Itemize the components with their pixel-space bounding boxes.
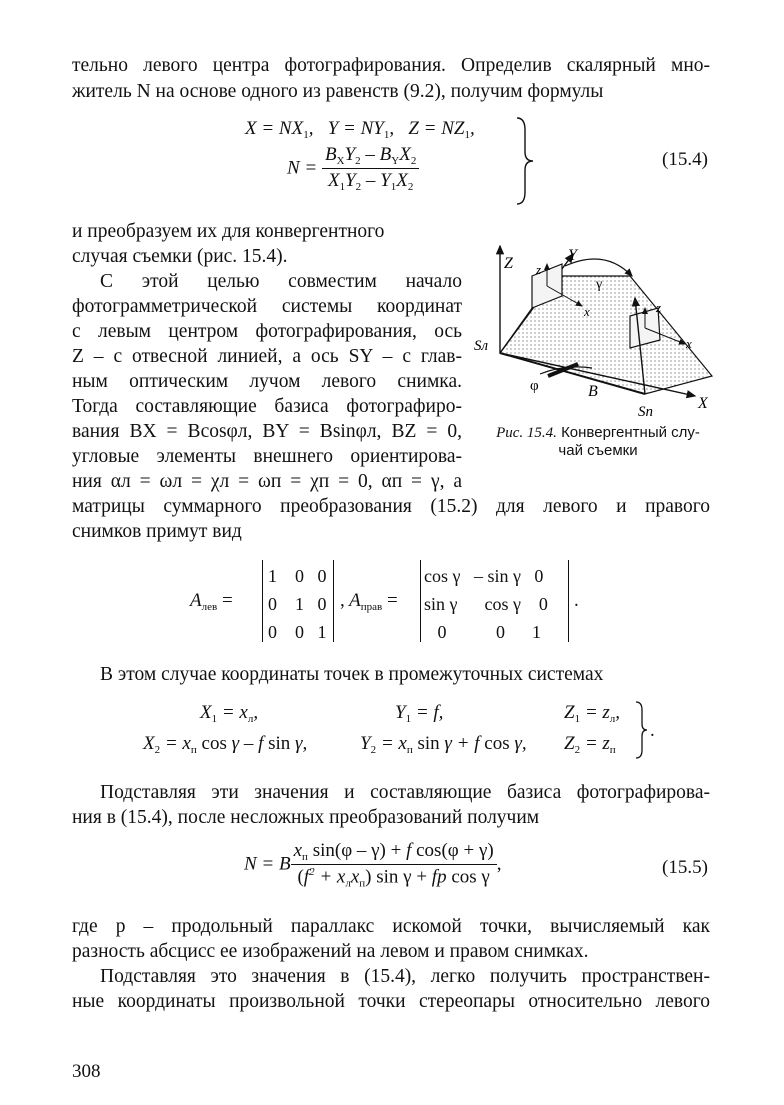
caption-prefix: Рис. 15.4.	[496, 425, 557, 441]
formula-z2: $Z_2 = z_п$	[564, 733, 616, 756]
text-line: С этой целью совместим начало	[100, 271, 462, 292]
text-line: случая съемки (рис. 15.4).	[72, 246, 288, 267]
text-line: ным оптическим лучом левого снимка.	[72, 371, 462, 392]
text-line: матрицы суммарного преобразования (15.2) для левого и правого	[72, 496, 710, 517]
label-Y: Y	[568, 247, 577, 264]
matrix-right-label: , $A_{прав}$ =	[340, 590, 398, 613]
text-line: В этом случае координаты точек в промежуточных системах	[100, 664, 604, 685]
label-S-right: Sп	[638, 404, 653, 420]
text-line: Подставляя эти значения и составляющие базиса фотографирова-	[100, 782, 710, 803]
label-z-left: z	[536, 262, 542, 277]
formula-period: .	[650, 720, 655, 741]
label-phi: φ	[530, 378, 539, 394]
brace-right	[513, 116, 537, 206]
text-line: угловые элементы внешнего ориентирова-	[72, 446, 462, 467]
matrix-left: 1 0 0 0 1 0 0 0 1	[268, 566, 327, 642]
formula-xyz: $X = NX_1$, $Y = NY_1$, $Z = NZ_1$,	[245, 118, 475, 141]
text-line: ния αл = ωл = χл = ωп = χп = 0, αп = γ, а	[72, 471, 462, 492]
label-gamma: γ	[596, 277, 603, 292]
label-S-left: Sл	[474, 338, 489, 354]
text-line: ния в (15.4), после несложных преобразований получим	[72, 807, 540, 828]
text-line: и преобразуем их для конвергентного	[72, 221, 385, 242]
caption-line2: чай съемки	[558, 442, 638, 459]
text-line: Подставляя это значения в (15.4), легко получить пространствен-	[100, 966, 710, 987]
label-B: B	[588, 383, 598, 400]
formula-15-5: N = B $\frac{x_п \sin(\varphi - \gamma) + f \cos(\varphi + \gamma)}{(f^2 + x_лx_п) \sin \gamma + fp \cos \gamma}$ ,	[244, 840, 502, 890]
formula-x1: $X_1 = x_л$,	[200, 702, 259, 725]
page-number: 308	[72, 1061, 101, 1082]
text-line: разность абсцисс ее изображений на левом и правом снимках.	[72, 941, 589, 962]
matrix-right: cos γ – sin γ 0 sin γ cos γ 0 0 0 1	[424, 566, 548, 642]
text-line: житель N на основе одного из равенств (9.2), получим формулы	[72, 81, 604, 102]
text-line: где p – продольный параллакс искомой точки, вычисляемый как	[72, 916, 710, 937]
figure-convergent-survey	[470, 236, 720, 431]
formula-y1: $Y_1 = f$,	[395, 702, 444, 725]
text-line: вания BX = Bcosφл, BY = Bsinφл, BZ = 0,	[72, 421, 462, 442]
formula-x2: $X_2 = x_п$ cos γ – f sin γ,	[143, 733, 308, 756]
matrix-right-bar	[568, 560, 569, 642]
label-x-right: x	[686, 336, 692, 351]
text-line: тельно левого центра фотографирования. Определив скалярный мно-	[72, 55, 710, 76]
brace-right	[634, 700, 650, 760]
matrix-left-bar	[262, 560, 263, 642]
label-z-right: z	[656, 300, 662, 315]
label-x-left: x	[584, 304, 590, 319]
matrix-right-bar	[420, 560, 421, 642]
text-line: ные координаты произвольной точки стереопары относительно левого	[72, 991, 710, 1012]
text-line: Тогда составляющие базиса фотографиро-	[72, 396, 462, 417]
figure-caption	[478, 424, 718, 459]
label-X: X	[698, 395, 708, 412]
matrix-left-label: $A_{лев}$ =	[190, 590, 233, 613]
text-line: фотограмметрической системы координат	[72, 296, 462, 317]
text-line: снимков примут вид	[72, 521, 242, 542]
text-line: Z – с отвесной линией, а ось SY – с глав-	[72, 346, 462, 367]
formula-z1: $Z_1 = z_л$,	[564, 702, 621, 725]
text-line: с левым центром фотографирования, ось	[72, 321, 462, 342]
formula-y2: $Y_2 = x_п$ sin γ + f cos γ,	[360, 733, 527, 756]
caption-line1: Конвергентный слу-	[561, 424, 700, 441]
equation-number: (15.5)	[662, 857, 708, 878]
formula-n: N = $\frac{B_XY_2 - B_YX_2}{X_1Y_2 - Y_1X_2}$	[287, 144, 419, 193]
matrix-period: .	[574, 590, 579, 611]
label-Z: Z	[504, 255, 513, 272]
matrix-left-bar	[333, 560, 334, 642]
equation-number: (15.4)	[662, 149, 708, 170]
